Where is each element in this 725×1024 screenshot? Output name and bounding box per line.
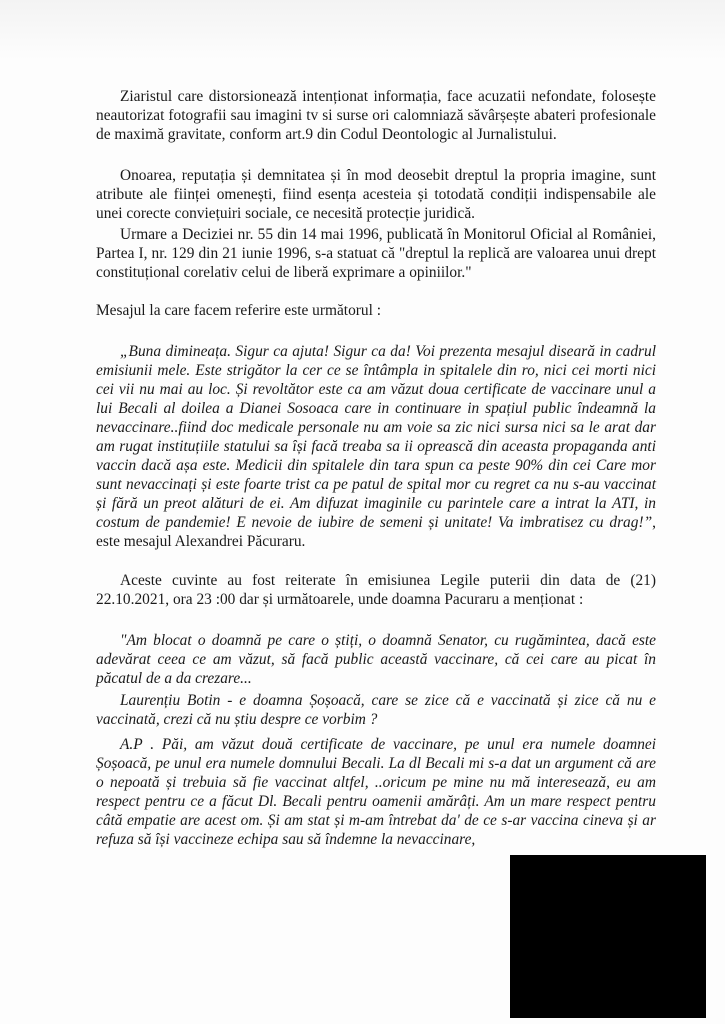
quoted-message-text: „Buna dimineața. Sigur ca ajuta! Sigur ca da! Voi prezenta mesajul diseară in cadrul emisiunii mele. Este strigător la cer ce se întâmpla in spitalele din ro, nici cei morti nici cei vii nu mai au loc. Și revoltător este ca am văzut doua certificate de vaccinare unul a lui Becali al doilea a Dianei Sosoaca care in continuare in spațiul public îndeamnă la nevaccinare..fiind doc medicale personale nu am voie sa zic nici sursa nici sa le arat dar am rugat instituțiile statului sa își facă treaba sa ii oprească din aceasta propaganda anti vaccin dacă așa este. Medicii din spitalele din tara spun ca peste 90% din cei Care mor sunt nevaccinați și este foarte trist ca pe patul de spital mor cu regret ca nu s-au vaccinat și fără un preot alături de ei. Am difuzat imaginile cu parintele care a intrat la ATI, in costum de pandemie! E nevoie de iubire de semeni și unitate! Va imbratisez cu drag!” (96, 343, 656, 531)
paragraph-transcript-1: "Am blocat o doamnă pe care o știți, o doamnă Senator, cu rugămintea, dacă este adevărat ceea ce am văzut, să facă public această vaccinare, că cei care au picat în păcatul de a da crezare... (96, 632, 656, 687)
paragraph-quoted-message (96, 342, 656, 551)
paragraph-decision-55: Urmare a Deciziei nr. 55 din 14 mai 1996, publicată în Monitorul Oficial al României, Partea I, nr. 129 din 21 iunie 1996, s-a statuat că "dreptul la replică are valoarea unui drept constituțional corelativ celui de liberă exprimare a opiniilor." (96, 226, 656, 281)
paragraph-transcript-3: A.P . Păi, am văzut două certificate de vaccinare, pe unul era numele doamnei Șoșoacă, pe unul era numele domnului Becali. La dl Becali mi s-a dat un argument că are o nepoată și trebuia să fie vaccinat altfel, ..oricum pe mine nu mă interesează, eu am respect pentru ce a făcut Dl. Becali pentru oamenii amărâți. Am un mare respect pentru câtă empatie are acest om. Și am stat și m-am întrebat da' de ce s-ar vaccina cineva și ar refuza să își vaccineze echipa sau să îndemne la nevaccinare, (96, 736, 656, 848)
paragraph-press-ethics: Ziaristul care distorsionează intenționat informația, face acuzatii nefondate, folosește neautorizat fotografii sau imagini tv si surse ori calomniază săvârșește abateri profesionale de maximă gravitate, conform art.9 din Codul Deontologic al Jurnalistului. (96, 88, 656, 143)
paragraph-message-intro: Mesajul la care facem referire este următorul : (96, 302, 381, 319)
paragraph-transcript-2: Laurențiu Botin - e doamna Șoșoacă, care se zice că e vaccinată și zice că nu e vaccinată, crezi că nu știu despre ce vorbim ? (96, 692, 656, 728)
paragraph-honor-reputation: Onoarea, reputația și demnitatea și în mod deosebit dreptul la propria imagine, sunt atribute ale ființei omenești, fiind esența acesteia și totodată condiții indispensabile ale unei corecte conviețuiri sociale, ce necesită protecție juridică. (96, 167, 656, 222)
paragraph-reiteration: Aceste cuvinte au fost reiterate în emisiunea Legile puterii din data de (21) 22.10.2021, ora 23 :00 dar și următoarele, unde doamna Pacuraru a menționat : (96, 572, 656, 608)
scan-shadow (0, 0, 725, 60)
quoted-message-attribution: , este mesajul Alexandrei Păcuraru. (96, 514, 656, 550)
redaction-box (510, 855, 706, 1018)
